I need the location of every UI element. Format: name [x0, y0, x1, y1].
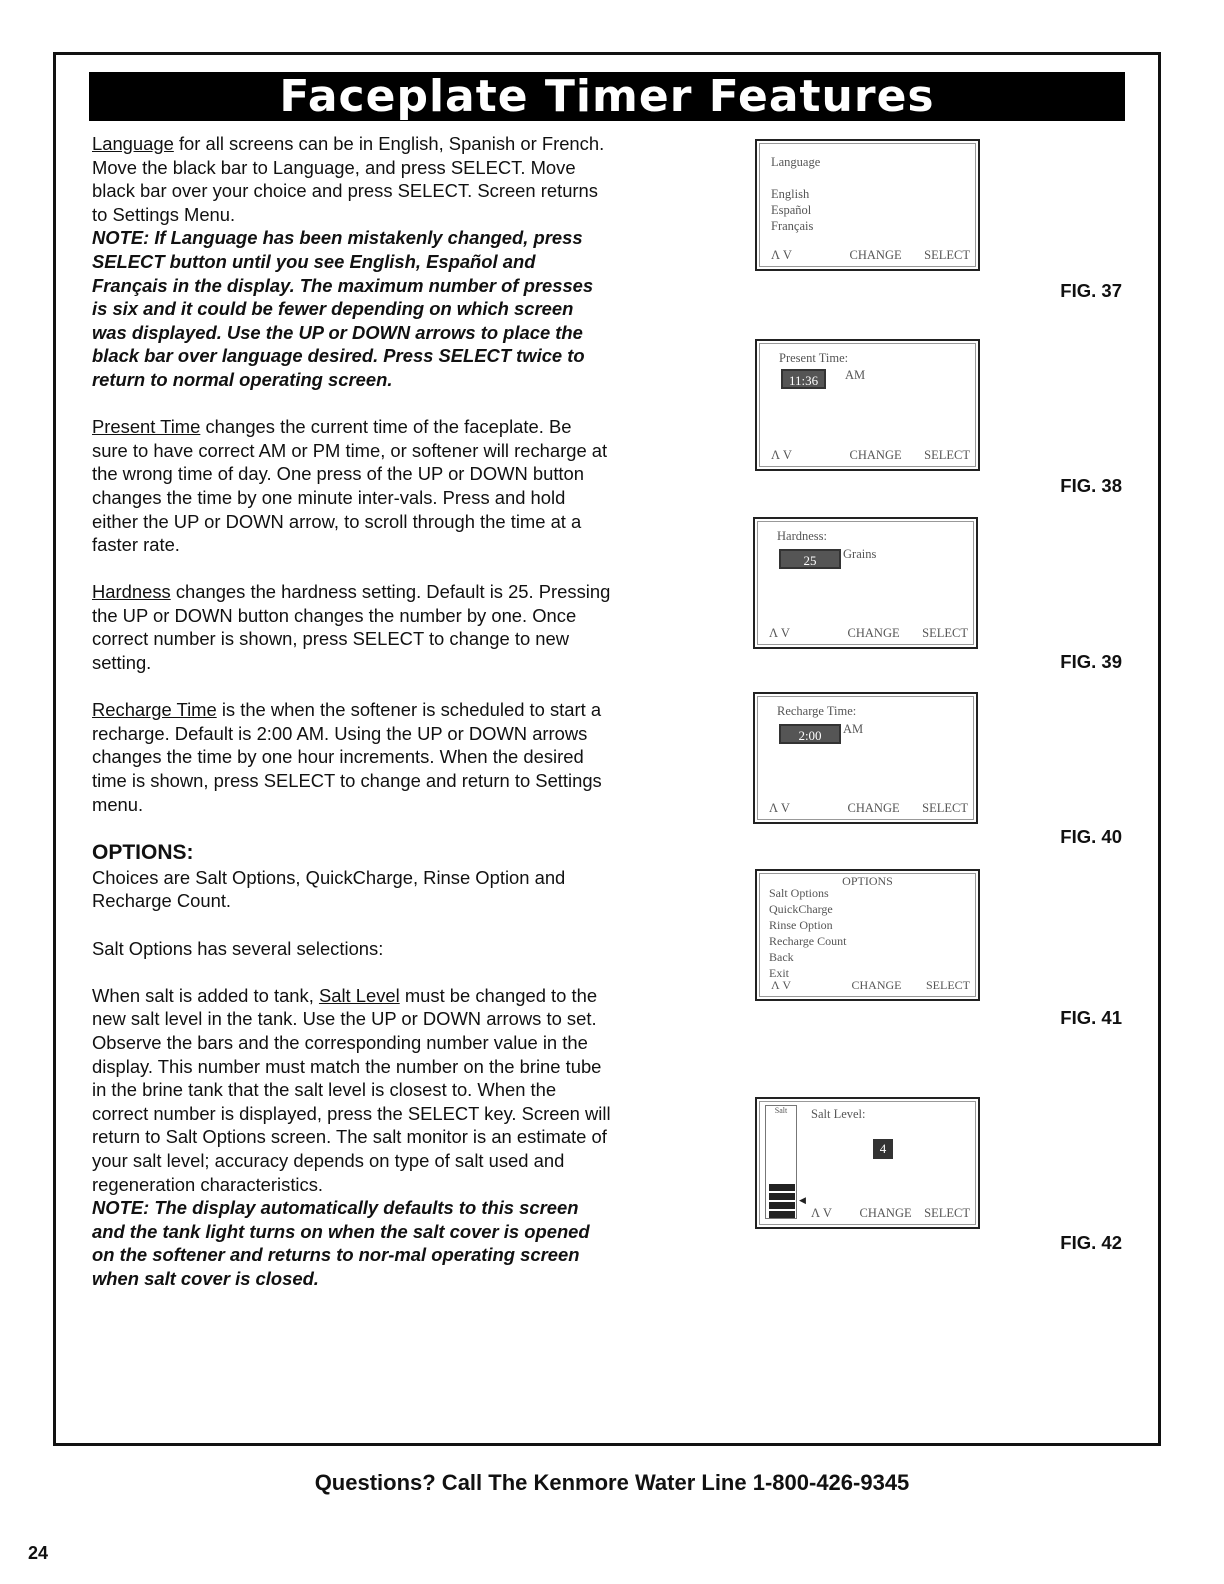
salt-box-label: Salt	[774, 1106, 788, 1115]
up-down-arrows: Λ V	[811, 1206, 832, 1220]
language-option: Français	[771, 219, 814, 233]
figure-label: FIG. 40	[1060, 826, 1122, 847]
screen-controls	[769, 801, 968, 816]
recharge-time-text: is the when the softener is scheduled to start a recharge. Default is 2:00 AM. Using the UP or DOWN arrows changes the time by one hour increments. When the desired time is shown, press SELECT to change and return to Settings menu.	[92, 699, 602, 815]
language-paragraph	[92, 132, 612, 226]
salt-options-paragraph: Salt Options has several selections:	[92, 937, 384, 959]
salt-level-paragraph	[92, 984, 612, 1196]
salt-level-term: Salt Level	[318, 984, 400, 1006]
body-text	[92, 132, 612, 1314]
language-screen	[755, 139, 980, 271]
change-label: CHANGE	[849, 248, 902, 262]
up-down-arrows: Λ V	[769, 801, 790, 815]
recharge-time-paragraph	[92, 698, 612, 816]
present-time-text: changes the current time of the faceplate. Be sure to have correct AM or PM time, or softener will recharge at the wrong time of day. One press of the UP or DOWN button changes the time by one minute inter-vals. Press and hold either the UP or DOWN arrow, to scroll through the time at a faster rate.	[92, 416, 608, 556]
present-time-screen	[755, 339, 980, 471]
recharge-value: 2:00	[779, 724, 841, 744]
change-label: CHANGE	[847, 626, 900, 640]
footer-helpline: Questions? Call The Kenmore Water Line 1-800-426-9345	[314, 1470, 910, 1495]
recharge-time-term: Recharge Time	[92, 699, 217, 721]
change-label: CHANGE	[847, 801, 900, 815]
up-down-arrows: Λ V	[771, 978, 792, 992]
salt-bar	[769, 1202, 795, 1209]
change-label: CHANGE	[849, 448, 902, 462]
screen-controls	[811, 1206, 970, 1221]
salt-bar	[769, 1184, 795, 1191]
time-value: 11:36	[781, 369, 826, 389]
screen-title: Language	[771, 155, 821, 169]
figure-label: FIG. 38	[1060, 475, 1122, 496]
figure-label: FIG. 37	[1060, 280, 1122, 301]
options-item: Recharge Count	[769, 934, 847, 948]
up-down-arrows: Λ V	[771, 448, 792, 462]
salt-level-text: must be changed to the new salt level in the tank. Use the UP or DOWN arrows to set. Observe the bars and the corresponding number value in the display. This number must match the number on the brine tube in the brine tank that the salt level is closest to. When the correct number is displayed, press the SELECT key. Screen will return to Salt Options screen. The salt monitor is an estimate of your salt level; accuracy depends on type of salt used and regeneration characteristics.	[92, 984, 611, 1195]
change-label: CHANGE	[851, 978, 902, 992]
figure-label: FIG. 39	[1060, 651, 1122, 672]
change-label: CHANGE	[859, 1206, 912, 1220]
hardness-screen	[753, 517, 978, 649]
options-item: Back	[769, 950, 794, 964]
select-label: SELECT	[924, 1206, 970, 1220]
hardness-paragraph	[92, 580, 612, 674]
time-unit: AM	[845, 368, 866, 382]
salt-level-note: NOTE: The display automatically defaults to this screen and the tank light turns on when the salt cover is opened on the softener and returns to nor-mal operating screen when salt cover is closed.	[92, 1197, 590, 1289]
page-number: 24	[28, 1543, 49, 1563]
language-term: Language	[92, 133, 174, 154]
hardness-text: changes the hardness setting. Default is 25. Pressing the UP or DOWN button changes the number by one. Once correct number is shown, press SELECT to change to new setting.	[92, 581, 611, 674]
salt-tank-gauge	[765, 1105, 797, 1219]
select-label: SELECT	[924, 248, 970, 262]
present-time-term: Present Time	[92, 416, 201, 438]
salt-level-pre: When salt is added to tank,	[92, 984, 319, 1006]
options-item: Salt Options	[769, 886, 829, 900]
up-down-arrows: Λ V	[771, 248, 792, 262]
select-label: SELECT	[922, 801, 968, 815]
options-heading: OPTIONS:	[92, 840, 194, 864]
page-title: Faceplate Timer Features	[89, 72, 1125, 121]
figure-label: FIG. 41	[1060, 1007, 1122, 1028]
hardness-unit: Grains	[843, 547, 877, 561]
screen-controls	[771, 448, 970, 463]
language-option: English	[771, 187, 810, 201]
screen-title: Hardness:	[777, 529, 827, 543]
screen-title: OPTIONS	[842, 874, 893, 888]
figure-label: FIG. 42	[1060, 1232, 1122, 1253]
up-down-arrows: Λ V	[769, 626, 790, 640]
hardness-value: 25	[779, 549, 841, 569]
options-screen	[755, 869, 980, 1001]
salt-level-screen	[755, 1097, 980, 1229]
salt-level-value: 4	[873, 1139, 893, 1159]
language-option: Español	[771, 203, 812, 217]
screen-controls	[771, 978, 970, 993]
recharge-unit: AM	[843, 722, 864, 736]
options-item: Exit	[769, 966, 789, 980]
salt-level-pointer-icon: ◀	[799, 1195, 806, 1205]
screen-title: Present Time:	[779, 351, 849, 365]
hardness-term: Hardness	[92, 581, 171, 603]
salt-bar	[769, 1211, 795, 1218]
language-note: NOTE: If Language has been mistakenly changed, press SELECT button until you see English, Español and Français in the display. The maximum number of presses is six and it could be fewer depending on which screen was displayed. Use the UP or DOWN arrows to place the black bar over language desired. Press SELECT twice to return to normal operating screen.	[92, 227, 594, 390]
screen-title: Salt Level:	[811, 1107, 866, 1121]
screen-controls	[769, 626, 968, 641]
select-label: SELECT	[926, 978, 970, 992]
salt-bar	[769, 1193, 795, 1200]
select-label: SELECT	[922, 626, 968, 640]
options-paragraph: Choices are Salt Options, QuickCharge, Rinse Option and Recharge Count.	[92, 866, 566, 912]
present-time-paragraph	[92, 415, 612, 557]
options-item: QuickCharge	[769, 902, 833, 916]
screen-title: Recharge Time:	[777, 704, 857, 718]
select-label: SELECT	[924, 448, 970, 462]
language-text: for all screens can be in English, Spanish or French. Move the black bar to Language, and press SELECT. Move black bar over your choice and press SELECT. Screen returns to Settings Menu.	[92, 133, 605, 225]
recharge-time-screen	[753, 692, 978, 824]
screen-controls	[771, 248, 970, 263]
options-item: Rinse Option	[769, 918, 833, 932]
